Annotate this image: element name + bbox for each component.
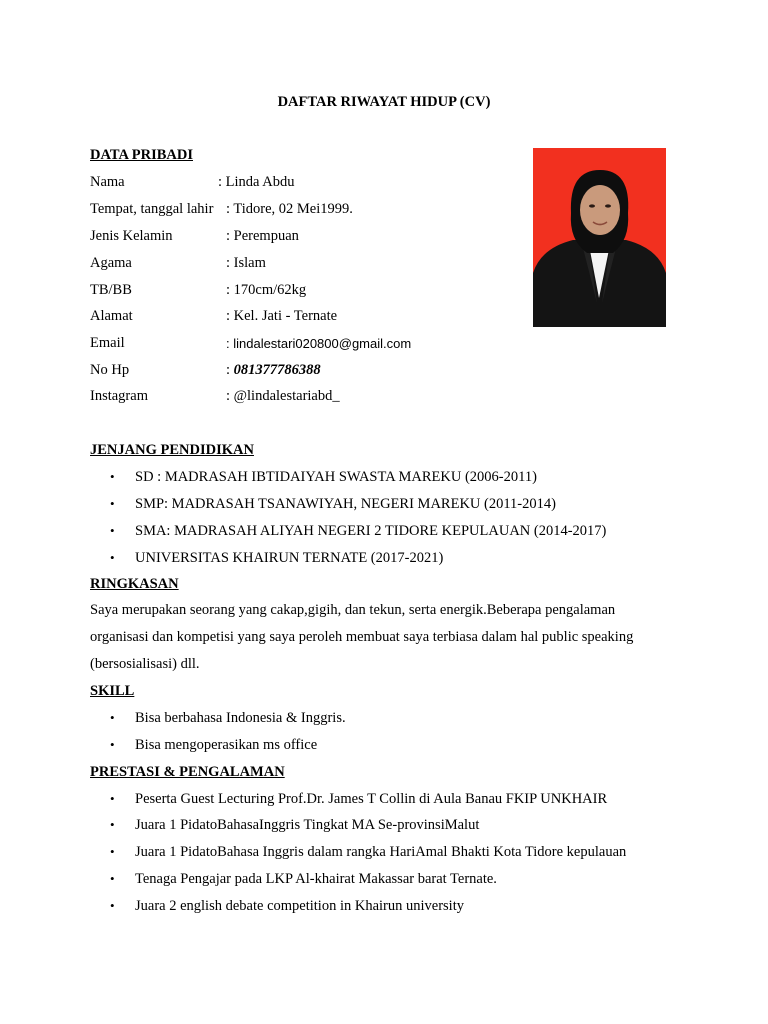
ringkasan-heading: RINGKASAN xyxy=(90,576,179,592)
field-value: : @lindalestariabd_ xyxy=(226,388,340,404)
eye-left xyxy=(589,204,595,207)
field-label: Nama xyxy=(90,174,125,190)
field-label: Agama xyxy=(90,255,132,271)
value-prefix: : xyxy=(226,362,234,378)
field-label: TB/BB xyxy=(90,282,132,298)
prestasi-heading: PRESTASI & PENGALAMAN xyxy=(90,764,285,780)
data-pribadi-heading: DATA PRIBADI xyxy=(90,147,193,163)
field-label: Tempat, tanggal lahir xyxy=(90,201,214,217)
bullet-icon: • xyxy=(110,871,115,886)
list-item-text: SD : MADRASAH IBTIDAIYAH SWASTA MAREKU (2006-2011) xyxy=(135,469,537,485)
field-label: Alamat xyxy=(90,308,133,324)
field-value: : Perempuan xyxy=(226,228,299,244)
field-label: Jenis Kelamin xyxy=(90,228,173,244)
bullet-icon: • xyxy=(110,523,115,538)
face-shape xyxy=(580,185,620,235)
list-item-text: Bisa berbahasa Indonesia & Inggris. xyxy=(135,710,346,726)
bullet-icon: • xyxy=(110,817,115,832)
field-value: : Linda Abdu xyxy=(218,174,295,190)
document-title: DAFTAR RIWAYAT HIDUP (CV) xyxy=(277,94,491,110)
bullet-icon: • xyxy=(110,844,115,859)
field-label: No Hp xyxy=(90,362,130,378)
ringkasan-paragraph: Saya merupakan seorang yang cakap,gigih, dan tekun, serta energik.Beberapa pengalaman organisasi dan kompetisi yang saya peroleh membuat saya terbiasa dalam hal public speaking (bersosialisasi) dll. xyxy=(90,602,634,672)
list-item-text: Juara 2 english debate competition in Khairun university xyxy=(135,898,464,914)
phone-number: 081377786388 xyxy=(233,362,321,378)
field-label: Email xyxy=(90,335,125,351)
list-item-text: SMP: MADRASAH TSANAWIYAH, NEGERI MAREKU (2011-2014) xyxy=(135,496,556,512)
bullet-icon: • xyxy=(110,710,115,725)
bullet-icon: • xyxy=(110,791,115,806)
skill-heading: SKILL xyxy=(90,683,135,699)
field-value: : Tidore, 02 Mei1999. xyxy=(226,201,353,217)
list-item-text: Juara 1 PidatoBahasaInggris Tingkat MA Se-provinsiMalut xyxy=(135,817,480,833)
field-value xyxy=(226,362,321,379)
list-item-text: SMA: MADRASAH ALIYAH NEGERI 2 TIDORE KEPULAUAN (2014-2017) xyxy=(135,523,607,539)
field-value: : lindalestari020800@gmail.com xyxy=(226,336,412,351)
bullet-icon: • xyxy=(110,496,115,511)
bullet-icon: • xyxy=(110,550,115,565)
list-item-text: Tenaga Pengajar pada LKP Al-khairat Makassar barat Ternate. xyxy=(135,871,497,887)
profile-photo-illustration xyxy=(533,148,666,327)
field-value: : Islam xyxy=(226,255,266,271)
list-item-text: UNIVERSITAS KHAIRUN TERNATE (2017-2021) xyxy=(135,550,444,566)
field-label: Instagram xyxy=(90,388,148,404)
profile-photo xyxy=(533,148,666,327)
list-item-text: Peserta Guest Lecturing Prof.Dr. James T Collin di Aula Banau FKIP UNKHAIR xyxy=(135,791,608,807)
eye-right xyxy=(605,204,611,207)
list-item-text: Bisa mengoperasikan ms office xyxy=(135,737,318,753)
field-value: : Kel. Jati - Ternate xyxy=(226,308,338,324)
bullet-icon: • xyxy=(110,737,115,752)
bullet-icon: • xyxy=(110,898,115,913)
field-value: : 170cm/62kg xyxy=(226,282,307,298)
list-item-text: Juara 1 PidatoBahasa Inggris dalam rangka HariAmal Bhakti Kota Tidore kepulauan xyxy=(135,844,627,860)
bullet-icon: • xyxy=(110,469,115,484)
pendidikan-heading: JENJANG PENDIDIKAN xyxy=(90,442,254,458)
